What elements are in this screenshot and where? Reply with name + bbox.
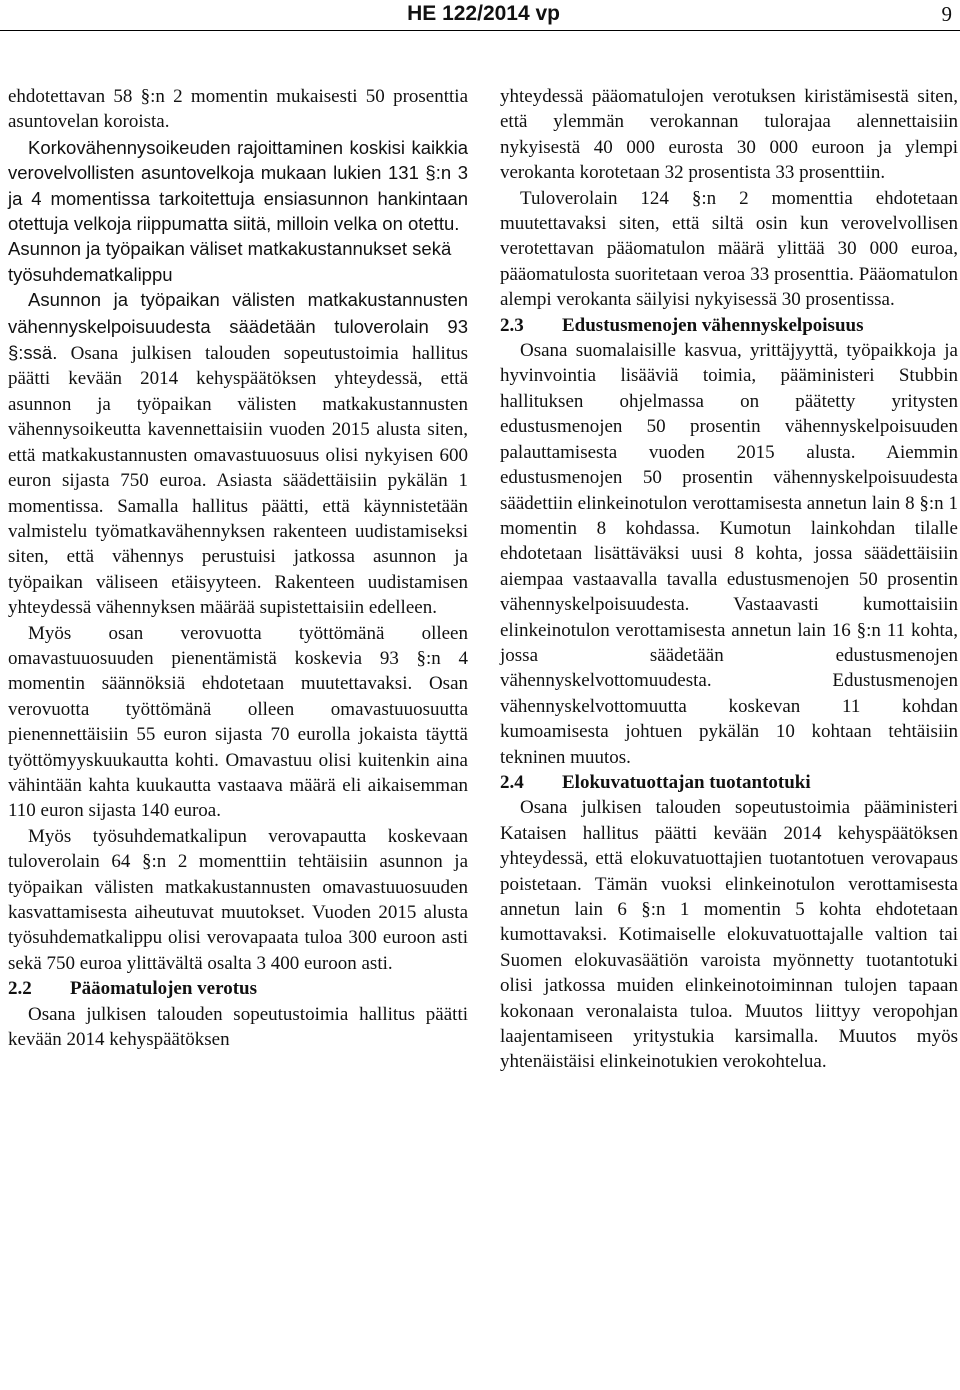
right-column [500,84,958,1075]
paragraph: Myös osan verovuotta työttömänä olleen omavastuuosuuden pienentämistä koskevia 93 §:n 4 momentin säännöksiä ehdotetaan muutettavaksi. Osan verovuotta työttömänä olleen omavastuuosuutta pienennettäisiin 55 euron sijasta 70 eurolla jokaista täyttä työttömyyskuukautta kohti. Omavastuu olisi kuitenkin aina vähintään kahta kuukautta vastaava määrä eli aikaisemman 110 euron sijasta 140 euroa. [8,622,468,822]
paragraph-rest: Osana julkisen talouden sopeutustoimia hallitus päätti kevään 2014 kehyspäätöksen yhteydessä, että asunnon ja työpaikan välisten matkakustannusten vähennysoikeutta kavennettaisiin vuoden 2015 alusta siten, että matkakustannusten omavastuuosuus olisi nykyisen 600 euron sijasta 750 euroa. Asiasta säädettäisiin pykälän 1 momentissa. Samalla hallitus päätti, että käynnistetään valmistelu työmatkavähennyksen rakenteen uudistamiseksi siten, että vähennys perustuisi jatkossa asunnon ja työpaikan väliseen etäisyyteen. Rakenteen uudistamisen yhteydessä vähennyksen määrää supistettaisiin edelleen. [8,343,468,619]
section-title: Pääomatulojen verotus [70,978,257,1000]
section-number: 2.3 [500,314,524,336]
paragraph: ehdotettavan 58 §:n 2 momentin mukaisesti 50 prosenttia asuntovelan koroista. [8,86,468,133]
paragraph: Osana julkisen talouden sopeutustoimia pääministeri Kataisen hallitus päätti kevään 2014 kehyspäätöksen yhteydessä, että elokuvatuottajien tuotantotuen verovapaus poistetaan. Tämän vuoksi elinkeinotulon verottamisesta annetun lain 6 §:n 1 momentin 5 kohta ehdotetaan kumottavaksi. Kotimaiselle elokuvatuottajalle valtion tai Suomen elokuvasäätiön varoista myönnetty tuotantotuki olisi jatkossa muiden elinkeinotoiminnan tulojen tapaan kokonaan veronalaista tuloa. Muutos liittyy veropohjan laajentamiseen yritystukia karsimalla. Muutos myös yhtenäistäisi elinkeinotukien verokohtelua. [500,797,958,1073]
section-heading [500,770,958,795]
subheading: Asunnon ja työpaikan väliset matkakustannukset sekä työsuhdematkalippu [8,238,452,285]
paragraph: Osana suomalaisille kasvua, yrittäjyyttä, työpaikkoja ja hyvinvointia lisääviä toimia, pääministeri Stubbin hallituksen ohjelmassa on päätetty yritysten edustusmenojen 50 prosentin vähennyskelpoisuuden palauttamisesta vuoden 2015 alusta. Aiemmin edustusmenojen 50 prosentin vähennyskelpoisuudesta säädettiin elinkeinotulon verottamisesta annetun lain 8 §:n 1 momentin 8 kohdassa. Kumotun lainkohdan tilalle ehdotetaan lisättäväksi uusi 8 kohta, jossa säädettäisiin aiempaa vastaavalla tavalla edustusmenojen 50 prosentin vähennyskelpoisuudesta. Vastaavasti kumottaisiin elinkeinotulon verottamisesta annetun lain 16 §:n 11 kohta, jossa säädetään edustusmenojen vähennyskelvottomuudesta. Edustusmenojen vähennyskelvottomuutta koskevan 11 kohdan kumoamisesta johtuen pykälän 10 kohtaan tehtäisiin tekninen muutos. [500,340,958,768]
paragraph: yhteydessä pääomatulojen verotuksen kiristämisestä siten, että ylemmän verokannan tulorajaa alennettaisiin nykyisestä 40 000 eurosta 30 000 euroon ja ylempi verokanta korotetaan 32 prosentista 33 prosenttiin. [500,86,958,184]
page-header [0,0,960,31]
section-number: 2.4 [500,771,524,793]
paragraph [8,287,468,620]
section-number: 2.2 [8,978,32,1000]
paragraph: Osana julkisen talouden sopeutustoimia hallitus päätti kevään 2014 kehyspäätöksen [8,1003,468,1051]
section-heading [8,976,468,1001]
section-title: Edustusmenojen vähennyskelpoisuus [562,314,864,336]
paragraph-lead: Asunnon ja työpaikan välisten matkakustannusten vähennyskelpoisuudesta säädetään tuloverolain 93 §:ssä. [8,289,468,364]
document-id: HE 122/2014 vp [407,2,560,25]
section-title: Elokuvatuottajan tuotantotuki [562,771,811,793]
paragraph: Myös työsuhdematkalipun verovapautta koskevaan tuloverolain 64 §:n 2 momenttiin tehtäisiin asunnon ja työpaikan välisten matkakustannusten omavastuuosuuden kasvattamisesta aiheutuvat muutokset. Vuoden 2015 alusta työsuhdematkalippu olisi verovapaata tuloa 300 euroon asti sekä 750 euroa ylittävältä osalta 3 400 euroon asti. [8,825,468,974]
section-heading [500,313,958,338]
paragraph: Korkovähennysoikeuden rajoittaminen koskisi kaikkia verovelvollisten asuntovelkoja mukaan lukien 131 §:n 3 ja 4 momentissa tarkoitettuja ensiasunnon hankintaan otettuja velkoja riippumatta siitä, milloin velka on otettu. [8,136,468,235]
left-column [8,84,468,1052]
paragraph: Tuloverolain 124 §:n 2 momenttia ehdotetaan muutettavaksi siten, että siltä osin kun verovelvollisen verotettavan pääomatulon määrä ylittää 30 000 euroa, pääomatulosta suoritetaan veroa 33 prosenttia. Pääomatulon alempi verokanta säilyisi nykyisessä 30 prosentissa. [500,187,958,311]
page-number: 9 [941,2,952,26]
